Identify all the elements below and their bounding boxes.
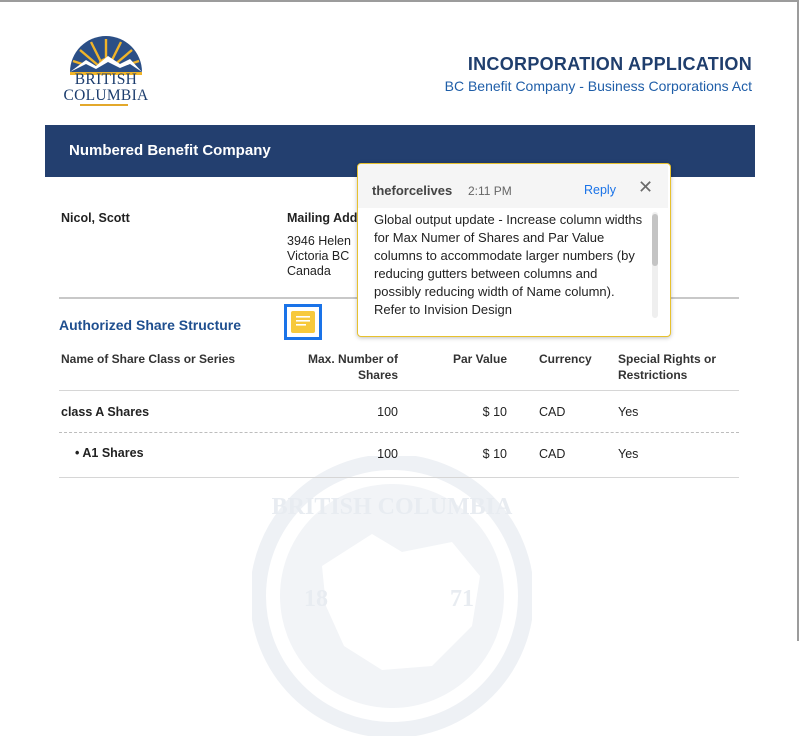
comment-author: theforcelives: [372, 183, 453, 198]
comment-time: 2:11 PM: [468, 184, 512, 198]
director-name: Nicol, Scott: [61, 211, 130, 225]
svg-text:18: 18: [304, 586, 328, 612]
logo-underline: [80, 104, 128, 106]
share-series-currency: CAD: [539, 447, 566, 461]
document-subtitle: BC Benefit Company - Business Corporations Act: [444, 78, 752, 94]
bc-seal-watermark-icon: [252, 456, 532, 736]
column-header-special-line2: Restrictions: [618, 368, 688, 382]
mailing-address-label: Mailing Add: [287, 211, 358, 225]
comment-note-icon[interactable]: [284, 304, 322, 340]
table-bottom-rule: [59, 477, 739, 478]
column-header-max-line2: Shares: [357, 368, 398, 382]
comment-scrollbar-thumb[interactable]: [652, 214, 658, 266]
address-line3: Canada: [287, 264, 331, 278]
comment-scrollbar[interactable]: [652, 212, 658, 318]
share-class-par: $ 10: [482, 405, 507, 419]
table-header-rule: [59, 390, 739, 391]
column-header-name: Name of Share Class or Series: [61, 352, 236, 366]
address-line2: Victoria BC: [287, 249, 350, 263]
share-class-name: class A Shares: [61, 405, 150, 419]
column-header-max-shares: [288, 351, 398, 383]
svg-text:71: 71: [450, 586, 474, 612]
column-header-max-line1: Max. Number of: [307, 352, 398, 366]
comment-popup: [357, 163, 671, 337]
share-series-special: Yes: [618, 447, 639, 461]
column-header-special-rights: [618, 351, 716, 383]
share-series-max: 100: [377, 447, 398, 461]
logo-text: [56, 72, 156, 104]
column-header-par-value: Par Value: [452, 352, 507, 366]
company-banner-title: Numbered Benefit Company: [69, 142, 271, 159]
comment-body: Global output update - Increase column widths for Max Numer of Shares and Par Value columns to accommodate larger numbers (by reducing gutters between columns and possibly reducing width of Name column). Refer to Invision Design: [374, 212, 643, 317]
share-class-max: 100: [377, 405, 398, 419]
document-title: INCORPORATION APPLICATION: [467, 54, 752, 74]
share-class-special: Yes: [618, 405, 639, 419]
logo-text-line1: BRITISH: [74, 71, 138, 88]
svg-text:BRITISH COLUMBIA: BRITISH COLUMBIA: [271, 494, 513, 520]
address-line1: 3946 Helen: [287, 234, 351, 248]
row-separator-dashed: [59, 432, 739, 434]
column-header-currency: Currency: [539, 352, 592, 366]
column-header-special-line1: Special Rights or: [618, 352, 717, 366]
comment-popup-header: [358, 164, 668, 208]
logo-text-line2: COLUMBIA: [63, 87, 149, 104]
share-structure-title: Authorized Share Structure: [59, 317, 242, 333]
share-class-currency: CAD: [539, 405, 566, 419]
share-series-par: $ 10: [482, 447, 507, 461]
reply-link[interactable]: Reply: [584, 183, 616, 197]
close-icon[interactable]: ✕: [638, 177, 654, 197]
share-series-name: • A1 Shares: [75, 446, 144, 460]
